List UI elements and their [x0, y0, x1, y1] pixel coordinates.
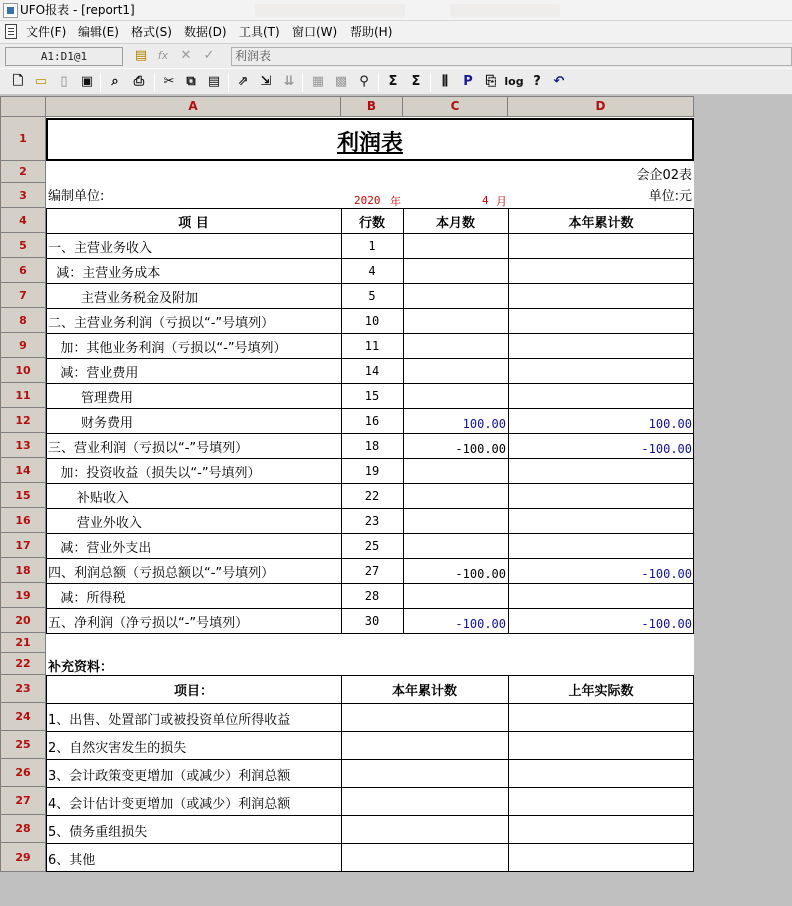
row-header[interactable]: 28: [0, 815, 46, 843]
line-item-label: 减：营业外支出: [48, 541, 152, 556]
supplement-header-ytd: 本年累计数: [391, 684, 457, 699]
table-grid-line: [46, 483, 694, 484]
row-header[interactable]: 17: [0, 533, 46, 558]
window-title: UFO报表 - [report1]: [20, 3, 135, 17]
table-grid-line: [46, 583, 694, 584]
ytd-amount: 100.00: [648, 417, 692, 431]
row-header[interactable]: 6: [0, 258, 46, 283]
row-header[interactable]: 9: [0, 333, 46, 358]
header-item: 项 目: [178, 216, 209, 231]
currency-unit: 单位:元: [648, 189, 692, 204]
background-window-ghost: [255, 4, 405, 17]
row-header[interactable]: 1: [0, 117, 46, 161]
supplement-grid-line: [46, 703, 694, 704]
table-grid-line: [403, 208, 404, 634]
line-item-label: 五、净利润（净亏损以“-”号填列）: [48, 616, 249, 631]
row-header[interactable]: 23: [0, 675, 46, 703]
table-grid-line: [46, 433, 694, 434]
toolbar-separator: [378, 73, 379, 92]
row-header[interactable]: 8: [0, 308, 46, 333]
insert-row-icon[interactable]: ⇗: [237, 74, 249, 89]
background-window-ghost: [450, 4, 560, 17]
supplement-grid-line: [46, 731, 694, 732]
report-month-suffix: 月: [496, 195, 507, 208]
close-icon[interactable]: ▯: [60, 74, 68, 89]
row-header[interactable]: 2: [0, 161, 46, 183]
supplement-grid-line: [693, 675, 694, 872]
line-item-label: 一、主营业务收入: [48, 241, 153, 256]
supplement-grid-line: [508, 675, 509, 872]
line-number: 19: [364, 464, 380, 478]
cell-reference-box[interactable]: A1:D1@1: [5, 47, 123, 66]
compiling-unit-label: 编制单位:: [48, 189, 105, 204]
row-header[interactable]: 19: [0, 583, 46, 608]
log-icon[interactable]: log: [504, 75, 524, 88]
open-icon[interactable]: ▭: [34, 74, 48, 89]
table-border: [46, 208, 694, 209]
toolbar-separator: [154, 73, 155, 92]
file-icon[interactable]: ⎘: [485, 74, 497, 89]
find-icon[interactable]: ⚲: [359, 74, 369, 89]
table-grid-line: [46, 308, 694, 309]
table-grid-line: [46, 458, 694, 459]
line-item-label: 主营业务税金及附加: [48, 291, 199, 306]
row-header[interactable]: 18: [0, 558, 46, 583]
line-item-label: 加：投资收益（损失以“-”号填列）: [48, 466, 261, 481]
print-icon[interactable]: ⎙: [133, 74, 145, 89]
line-item-label: 二、主营业务利润（亏损以“-”号填列）: [48, 316, 275, 331]
table-grid-line: [46, 608, 694, 609]
ytd-amount: -100.00: [641, 617, 692, 631]
menu-data[interactable]: 数据(D): [184, 25, 227, 39]
line-number: 23: [364, 514, 380, 528]
header-month: 本月数: [435, 216, 475, 231]
document-icon[interactable]: [5, 24, 17, 39]
table-grid-line: [46, 633, 694, 634]
formula-input[interactable]: 利润表: [231, 47, 792, 66]
table-grid-line: [46, 208, 47, 634]
merge-cells-icon[interactable]: ▦: [311, 74, 325, 89]
report-year-suffix: 年: [390, 195, 401, 208]
supplement-grid-line: [341, 675, 342, 872]
menu-bar: [0, 21, 792, 43]
menu-tools[interactable]: 工具(T): [239, 25, 280, 39]
supplement-grid-line: [46, 675, 694, 676]
row-header[interactable]: 24: [0, 703, 46, 731]
row-header[interactable]: 25: [0, 731, 46, 759]
print-preview-icon[interactable]: ⌕: [111, 74, 119, 89]
help-icon[interactable]: ?: [533, 74, 541, 89]
sum-icon[interactable]: Σ: [388, 74, 398, 89]
line-number: 27: [364, 564, 380, 578]
month-amount: -100.00: [455, 617, 506, 631]
line-number: 4: [368, 264, 376, 278]
line-item-label: 财务费用: [48, 416, 134, 431]
supplement-item-label: 5、债务重组损失: [48, 825, 148, 840]
chart-icon[interactable]: ⫼: [442, 74, 448, 89]
line-number: 28: [364, 589, 380, 603]
row-header[interactable]: 7: [0, 283, 46, 308]
split-cells-icon[interactable]: ▩: [334, 74, 348, 89]
line-item-label: 管理费用: [48, 391, 134, 406]
column-header-b[interactable]: B: [341, 96, 403, 117]
line-item-label: 补贴收入: [48, 491, 129, 506]
table-grid-line: [693, 208, 694, 634]
accept-icon[interactable]: ✓: [203, 48, 215, 63]
table-grid-line: [46, 333, 694, 334]
report-month: 4: [482, 194, 489, 207]
row-header[interactable]: 20: [0, 608, 46, 633]
month-amount: 100.00: [462, 417, 506, 431]
function-wizard-icon[interactable]: ▤: [134, 48, 148, 63]
title-bar: [0, 0, 792, 21]
table-grid-line: [508, 208, 509, 634]
table-grid-line: [46, 383, 694, 384]
supplement-header-item: 项目：: [173, 684, 213, 699]
supplement-grid-line: [46, 843, 694, 844]
toolbar-separator: [302, 73, 303, 92]
supplement-item-label: 6、其他: [48, 853, 96, 868]
supplement-item-label: 3、会计政策变更增加（或减少）利润总额: [48, 769, 291, 784]
line-item-label: 减：营业费用: [48, 366, 139, 381]
save-icon[interactable]: ▣: [80, 74, 94, 89]
header-line-no: 行数: [358, 216, 385, 231]
ytd-amount: -100.00: [641, 567, 692, 581]
row-header[interactable]: 21: [0, 633, 46, 653]
table-grid-line: [46, 233, 694, 234]
column-header-d[interactable]: D: [508, 96, 694, 117]
line-number: 25: [364, 539, 380, 553]
line-item-label: 四、利润总额（亏损总额以“-”号填列）: [48, 566, 275, 581]
line-number: 22: [364, 489, 380, 503]
line-number: 16: [364, 414, 380, 428]
month-amount: -100.00: [455, 567, 506, 581]
line-number: 11: [364, 339, 380, 353]
line-item-label: 营业外收入: [48, 516, 142, 531]
title-box-border: [46, 159, 694, 161]
supplement-item-label: 1、出售、处置部门或被投资单位所得收益: [48, 713, 291, 728]
select-all-corner[interactable]: [0, 96, 46, 117]
line-number: 1: [368, 239, 376, 253]
table-grid-line: [46, 508, 694, 509]
supplement-item-label: 4、会计估计变更增加（或减少）利润总额: [48, 797, 291, 812]
supplement-header-last: 上年实际数: [568, 684, 634, 699]
line-number: 30: [364, 614, 380, 628]
title-box-border: [46, 118, 694, 120]
row-header[interactable]: 14: [0, 458, 46, 483]
row-header[interactable]: 13: [0, 433, 46, 458]
fx-icon[interactable]: fx: [157, 49, 169, 62]
new-icon[interactable]: 🗋: [12, 74, 24, 89]
row-header[interactable]: 16: [0, 508, 46, 533]
copy-icon[interactable]: ⧉: [186, 74, 196, 89]
line-item-label: 加：其他业务利润（亏损以“-”号填列）: [48, 341, 287, 356]
sort-icon[interactable]: ⇊: [283, 74, 295, 89]
menu-help[interactable]: 帮助(H): [350, 25, 393, 39]
line-number: 15: [364, 389, 380, 403]
supplement-grid-line: [46, 759, 694, 760]
toolbar-separator: [430, 73, 431, 92]
table-grid-line: [46, 358, 694, 359]
form-number: 会企02表: [636, 168, 692, 183]
table-grid-line: [46, 283, 694, 284]
line-item-label: 三、营业利润（亏损以“-”号填列）: [48, 441, 249, 456]
table-grid-line: [46, 408, 694, 409]
menu-window[interactable]: 窗口(W): [292, 25, 338, 39]
row-header[interactable]: 26: [0, 759, 46, 787]
supplement-grid-line: [46, 815, 694, 816]
supplement-title: 补充资料：: [48, 660, 114, 675]
row-header[interactable]: 29: [0, 843, 46, 872]
app-icon: [3, 3, 18, 18]
line-item-label: 减：主营业务成本: [48, 266, 161, 281]
row-header[interactable]: 5: [0, 233, 46, 258]
supplement-grid-line: [46, 871, 694, 872]
undo-icon[interactable]: ↶: [553, 74, 565, 89]
line-number: 14: [364, 364, 380, 378]
menu-file[interactable]: 文件(F): [26, 25, 67, 39]
table-grid-line: [46, 258, 694, 259]
column-header-c[interactable]: C: [403, 96, 508, 117]
paste-icon[interactable]: ▤: [207, 74, 221, 89]
line-number: 10: [364, 314, 380, 328]
line-item-label: 减：所得税: [48, 591, 126, 606]
report-sheet[interactable]: [46, 117, 694, 872]
row-header[interactable]: 3: [0, 183, 46, 208]
table-grid-line: [46, 533, 694, 534]
column-sum-icon[interactable]: Σ: [411, 74, 421, 89]
supplement-grid-line: [46, 787, 694, 788]
p-icon[interactable]: P: [463, 74, 473, 89]
supplement-grid-line: [46, 675, 47, 872]
row-header[interactable]: 22: [0, 653, 46, 675]
cut-icon[interactable]: ✂: [163, 74, 175, 89]
row-header[interactable]: 15: [0, 483, 46, 508]
row-header[interactable]: 10: [0, 358, 46, 383]
header-ytd: 本年累计数: [568, 216, 634, 231]
toolbar: [0, 68, 792, 95]
delete-row-icon[interactable]: ⇲: [260, 74, 272, 89]
row-header[interactable]: 11: [0, 383, 46, 408]
month-amount: -100.00: [455, 442, 506, 456]
ytd-amount: -100.00: [641, 442, 692, 456]
row-header[interactable]: 4: [0, 208, 46, 233]
supplement-item-label: 2、自然灾害发生的损失: [48, 741, 187, 756]
menu-edit[interactable]: 编辑(E): [78, 25, 119, 39]
toolbar-separator: [228, 73, 229, 92]
table-grid-line: [46, 558, 694, 559]
edit-bar: [0, 43, 792, 68]
menu-format[interactable]: 格式(S): [131, 25, 172, 39]
line-number: 5: [368, 289, 376, 303]
row-header[interactable]: 12: [0, 408, 46, 433]
toolbar-separator: [100, 73, 101, 92]
cancel-icon[interactable]: ✕: [180, 48, 192, 63]
line-number: 18: [364, 439, 380, 453]
row-header[interactable]: 27: [0, 787, 46, 815]
column-header-a[interactable]: A: [46, 96, 341, 117]
report-year: 2020: [354, 194, 381, 207]
report-title: 利润表: [336, 131, 403, 156]
